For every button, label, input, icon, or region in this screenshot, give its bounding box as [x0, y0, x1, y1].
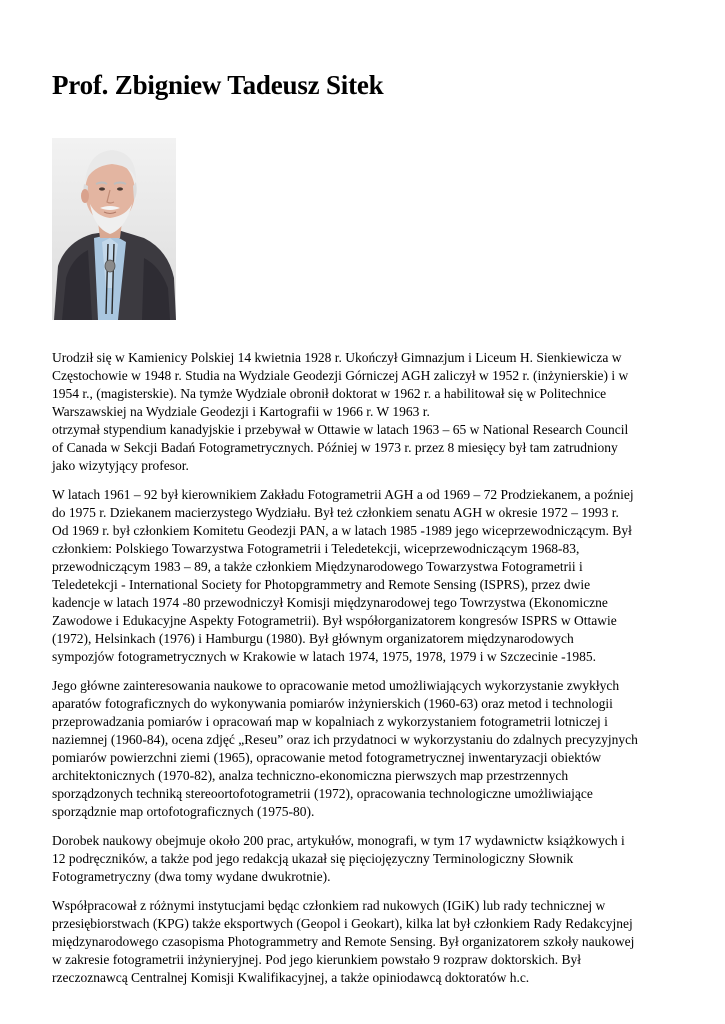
text-line: Jego główne zainteresowania naukowe to opracowanie metod umożliwiających wykorzystanie zwykłych — [52, 678, 620, 693]
text-line: Zawodowe i Edukacyjne Aspekty Fotogrametrii). Był współorganizatorem kongresów ISPRS w Ottawie — [52, 613, 617, 628]
text-line: sporządznie map ortofotograficznych (1975-80). — [52, 804, 315, 819]
text-line: kadencje w latach 1974 -80 przewodniczył Komisji międzynarodowej tego Towrzystwa (Ekonomiczne — [52, 595, 608, 610]
page-title: Prof. Zbigniew Tadeusz Sitek — [52, 70, 384, 100]
portrait-photo — [52, 138, 176, 320]
biography-text — [52, 349, 678, 998]
text-line: przesiębiorstwach (KPG) także eksportwych (Geopol i Geokart), kilka lat był członkiem Rady Redakcyjnej — [52, 916, 633, 931]
text-line: naziemnej (1960-84), ocena zdjęć „Reseu” oraz ich przydatnoci w wykorzystaniu do zdalnych precyzyjnych — [52, 732, 638, 747]
paragraph-2 — [52, 486, 678, 666]
paragraph-5 — [52, 897, 678, 987]
text-line: w zakresie fotogrametrii inżynieryjnej. Pod jego kierunkiem powstało 9 rozpraw doktorskich. Był — [52, 952, 581, 967]
text-line: Teledetekcji - International Society for Photopgrammetry and Remote Sensing (ISPRS), przez dwie — [52, 577, 591, 592]
paragraph-4 — [52, 832, 678, 886]
paragraph-1 — [52, 349, 678, 475]
text-line: otrzymał stypendium kanadyjskie i przebywał w Ottawie w latach 1963 – 65 w National Research Council — [52, 422, 629, 437]
text-line: sporządzonych techniką stereoortofotogrametrii (1972), opracowania technologiczne umożliwiające — [52, 786, 593, 801]
text-line: Współpracował z różnymi instytucjami będąc członkiem rad nukowych (IGiK) lub rady technicznej w — [52, 898, 606, 913]
text-line: architektonicznych (1970-82), analza techniczno-ekonomiczna pierwszych map przestrzennych — [52, 768, 569, 783]
text-line: przeprowadzania pomiarów i opracowań map w kopalniach z wykorzystaniem fotogrametrii lotniczej i — [52, 714, 608, 729]
text-line: Częstochowie w 1948 r. Studia na Wydziale Geodezji Górniczej AGH zaliczył w 1952 r. (inżynierskie) i w — [52, 368, 629, 383]
text-line: sympozjów fotogrametrycznych w Krakowie w latach 1974, 1975, 1978, 1979 i w Szczecinie -1985. — [52, 649, 596, 664]
text-line: przewodniczącym 1983 – 89, a także członkiem Międzynarodowego Towarzystwa Fotogrametrii i — [52, 559, 583, 574]
text-line: Warszawskiej na Wydziale Geodezji i Kartografii w 1966 r. W 1963 r. — [52, 404, 430, 419]
text-line: Urodził się w Kamienicy Polskiej 14 kwietnia 1928 r. Ukończył Gimnazjum i Liceum H. Sienkiewicza w — [52, 350, 622, 365]
text-line: jako wizytyjący profesor. — [52, 458, 189, 473]
text-line: Dorobek naukowy obejmuje około 200 prac, artykułów, monografi, w tym 17 wydawnictw książkowych i — [52, 833, 625, 848]
text-line: 12 podręczników, a także pod jego redakcją ukazał się pięciojęzyczny Terminologiczny Słownik — [52, 851, 574, 866]
text-line: Od 1969 r. był członkiem Komitetu Geodezji PAN, a w latach 1985 -1989 jego wiceprzewodniczącym. Był — [52, 523, 632, 538]
text-line: pomiarów powierzchni ziemi (1965), opracowanie metod fotogrametrycznej inwentaryzacji obiektów — [52, 750, 602, 765]
text-line: członkiem: Polskiego Towarzystwa Fotogrametrii i Teledetekcji, wiceprzewodniczącym 1968-83, — [52, 541, 580, 556]
text-line: do 1975 r. Dziekanem macierzystego Wydziału. Był też członkiem senatu AGH w okresie 1972 – 1993 r. — [52, 505, 619, 520]
text-line: W latach 1961 – 92 był kierownikiem Zakładu Fotogrametrii AGH a od 1969 – 72 Prodziekanem, a poźniej — [52, 487, 634, 502]
text-line: rzeczoznawcą Centralnej Komisji Kwalifikacyjnej, a także opiniodawcą doktoratów h.c. — [52, 970, 530, 985]
text-line: aparatów fotograficznych do wykonywania pomiarów inżynierskich (1960-63) oraz metod i technologii — [52, 696, 613, 711]
paragraph-3 — [52, 677, 678, 821]
text-line: Fotogrametryczny (dwa tomy wydane dwukrotnie). — [52, 869, 331, 884]
text-line: międzynarodowego czasopisma Photogrammetry and Remote Sensing. Był organizatorem szkoły naukowej — [52, 934, 635, 949]
text-line: (1972), Helsinkach (1976) i Hamburgu (1980). Był głównym organizatorem międzynarodowych — [52, 631, 574, 646]
text-line: of Canada w Sekcji Badań Fotogrametrycznych. Później w 1973 r. przez 8 miesięcy był tam zatrudniony — [52, 440, 618, 455]
text-line: 1954 r., (magisterskie). Na tymże Wydziale obronił doktorat w 1962 r. a habilitował się w Politechnice — [52, 386, 607, 401]
